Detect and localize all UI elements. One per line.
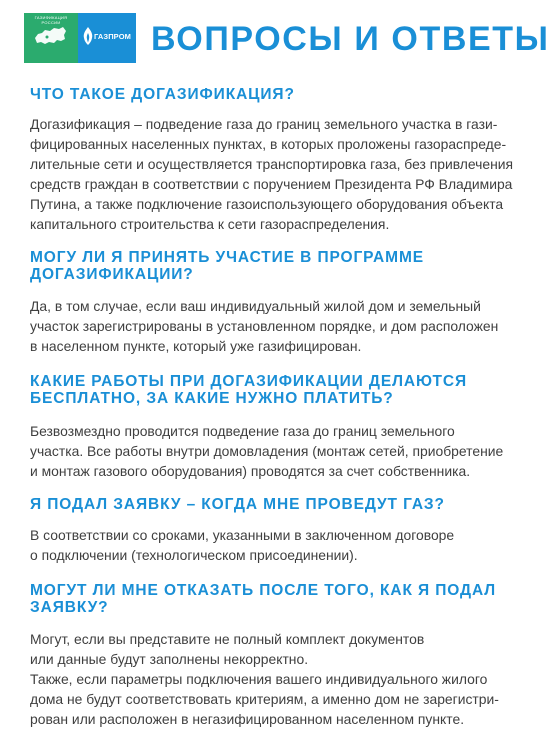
faq-question: [30, 249, 520, 283]
answer-line: капитального строительства к сети газораспределения.: [30, 216, 390, 232]
answer-line: Путина, а также подключение газоиспользующего оборудования объекта: [30, 196, 504, 212]
answer-line: о подключении (технологическом присоединении).: [30, 547, 358, 563]
answer-line: В соответствии со сроками, указанными в заключенном договоре: [30, 527, 455, 543]
faq-item: [30, 86, 520, 234]
answer-line: или данные будут заполнены некорректно.: [30, 651, 309, 667]
question-line: ЧТО ТАКОЕ ДОГАЗИФИКАЦИЯ?: [30, 86, 295, 103]
question-line: МОГУТ ЛИ МНЕ ОТКАЗАТЬ ПОСЛЕ ТОГО, КАК Я ПОДАЛ: [30, 582, 497, 599]
question-line: ДОГАЗИФИКАЦИИ?: [30, 266, 194, 283]
flame-icon: [82, 26, 94, 46]
answer-line: рован или расположен в негазифицированном населенном пункте.: [30, 711, 465, 727]
page-title: ВОПРОСЫ И ОТВЕТЫ: [151, 20, 550, 58]
gazprom-logo: [78, 13, 136, 63]
answer-line: дома не будут соответствовать критериям, а именно дом не зарегистри-: [30, 691, 499, 707]
faq-answer: [30, 296, 520, 356]
question-line: МОГУ ЛИ Я ПРИНЯТЬ УЧАСТИЕ В ПРОГРАММЕ: [30, 249, 424, 266]
answer-line: Также, если параметры подключения вашего индивидуального жилого: [30, 671, 488, 687]
logo-left-text: ГАЗИФИКАЦИЯ РОССИИ: [34, 15, 68, 25]
answer-line: Безвозмездно проводится подведение газа до границ земельного: [30, 423, 455, 439]
question-line: КАКИЕ РАБОТЫ ПРИ ДОГАЗИФИКАЦИИ ДЕЛАЮТСЯ: [30, 373, 467, 390]
faq-question: [30, 86, 520, 103]
faq-question: [30, 373, 520, 407]
logo-right-text: ГАЗПРОМ: [94, 32, 131, 41]
faq-list: [30, 86, 520, 729]
question-line: ЗАЯВКУ?: [30, 599, 109, 616]
faq-answer: [30, 629, 520, 729]
answer-line: участок зарегистрированы в установленном порядке, и дом расположен: [30, 318, 499, 334]
answer-line: и монтаж газового оборудования) проводятся за счет собственника.: [30, 463, 471, 479]
faq-question: [30, 496, 520, 513]
faq-answer: [30, 525, 520, 565]
logo: [24, 13, 136, 63]
faq-item: [30, 582, 520, 729]
answer-line: лительные сети и осуществляется транспортировка газа, без привлечения: [30, 156, 514, 172]
answer-line: средств граждан в соответствии с поручением Президента РФ Владимира: [30, 176, 513, 192]
answer-line: участка. Все работы внутри домовладения (монтаж сетей, приобретение: [30, 443, 504, 459]
faq-answer: [30, 421, 520, 481]
answer-line: Могут, если вы представите не полный комплект документов: [30, 631, 425, 647]
faq-item: [30, 496, 520, 565]
question-line: БЕСПЛАТНО, ЗА КАКИЕ НУЖНО ПЛАТИТЬ?: [30, 390, 394, 407]
faq-item: [30, 249, 520, 356]
gasification-russia-logo: [24, 13, 78, 63]
answer-line: в населенном пункте, который уже газифицирован.: [30, 338, 362, 354]
answer-line: Да, в том случае, если ваш индивидуальный жилой дом и земельный: [30, 298, 481, 314]
russia-map-icon: [33, 24, 67, 48]
faq-question: [30, 582, 520, 616]
answer-line: фицированных населенных пунктах, в которых проложены газораспреде-: [30, 136, 507, 152]
question-line: Я ПОДАЛ ЗАЯВКУ – КОГДА МНЕ ПРОВЕДУТ ГАЗ?: [30, 496, 445, 513]
faq-answer: [30, 114, 520, 234]
faq-item: [30, 373, 520, 481]
answer-line: Догазификация – подведение газа до границ земельного участка в гази-: [30, 116, 498, 132]
